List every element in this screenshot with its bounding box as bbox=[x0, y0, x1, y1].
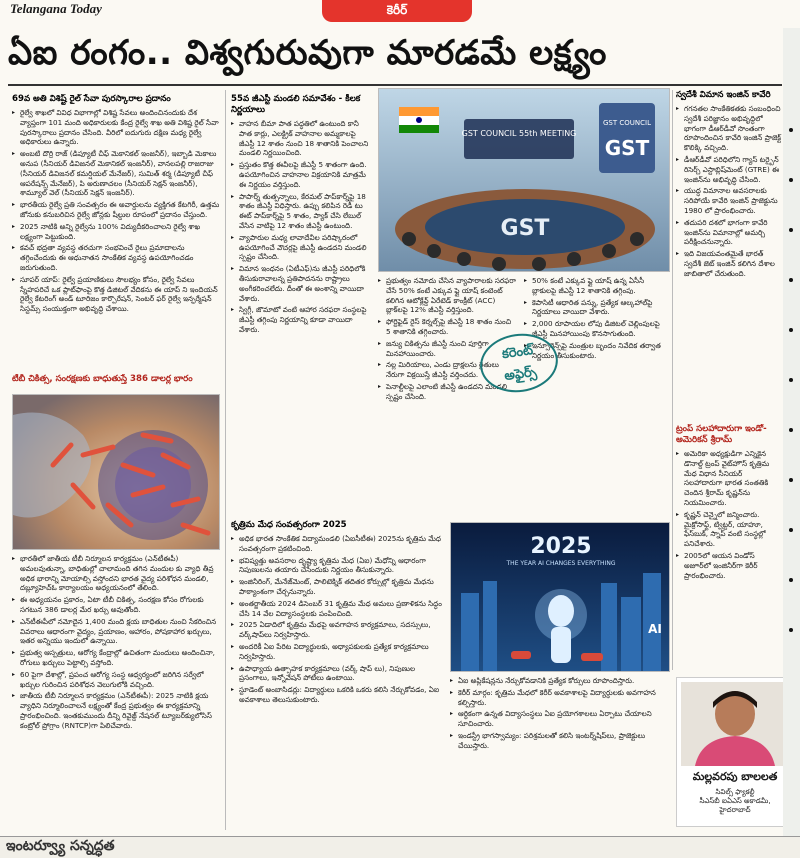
list-item: ▸ భారతీయ రైల్వే ప్రతి సంవత్సరం ఈ అవార్డులను వ్యక్తిగత కేటగిరీ, ఉత్తమ జోనుకు కనుబరిచిన రైల్వే జోన్లకు షీల్డుల రూపంలో ప్రదానం చేస్తుంది. bbox=[12, 200, 220, 220]
list-item: ▸ ఆర్థికంగా ఉన్నత విద్యాసంస్థలు ఏఐ ప్రయోగశాలలు ఏర్పాటు చేయాలని సూచించారు. bbox=[450, 709, 672, 729]
list-item: ▸ ఇండస్ట్రీ భాగస్వామ్యం: పరిశ్రమలతో కలిసి ఇంటర్న్‌షిప్‌లు, ప్రాజెక్టులు చేయిస్తారు. bbox=[450, 731, 672, 751]
list-item: ▸ అధిక భారత సాంకేతిక విద్యామండలి (ఏఐసీటీఈ) 2025ను కృత్రిమ మేధ సంవత్సరంగా ప్రకటించింది. bbox=[231, 534, 445, 554]
gst-banner-label: GST COUNCIL 55th MEETING bbox=[461, 129, 577, 138]
author-role bbox=[677, 788, 793, 815]
list-item: ▸ ఫోర్టిఫైడ్ రైస్ కెర్నల్స్‌పై జీఎస్టీ 18 శాతం నుంచి 5 శాతానికి తగ్గించారు. bbox=[378, 317, 518, 337]
list-item: ▸ గగనతల సాంకేతికతకు సంబంధించి స్వదేశీ పరిజ్ఞానం అభివృద్ధిలో భాగంగా డీఆర్‌డీవో సొంతంగా రూపొందించిన కావేరి ఇంజిన్ ప్రాజెక్ట్ కొలిక్కి వచ్చింది. bbox=[676, 104, 782, 153]
list-item: ▸ భారతీలో జాతీయ టీబీ నిర్మూలన కార్యక్రమం (ఎన్‌టీఈపీ) అమలవుతున్నా, బాధితుల్లో చాలామంది తగిన మందుల కు వ్యాధి తీవ్ర అధిక భారాన్ని మోయాల్సి వస్తోందని భారత వైద్య పరిశోధన మండలి, దబ్ల్యూహెచ్ఓ కార్యాలయం అధ్యయనంలో తేలింది. bbox=[12, 554, 220, 593]
trump-advisor-heading: ట్రంప్ సలహాదారుగా ఇండో-అమెరికన్ శ్రీరామ్ bbox=[676, 424, 767, 445]
author-name: మల్లవరపు బాలలత bbox=[692, 770, 778, 783]
tb-box-header bbox=[12, 374, 220, 390]
tb-heading: టీబీ చికిత్స, సంరక్షణకు బాధుతుస్తే 386 డాలర్ల భారం bbox=[12, 374, 193, 384]
list-item: ▸ 50% కంటే ఎక్కువ ఫ్లై యాష్ ఉన్న ఏసీసీ బ్లాకులపై జీఎస్టీ 12 శాతానికి తగ్గింపు. bbox=[524, 276, 670, 296]
publication-name: Telangana Today bbox=[10, 1, 102, 16]
list-item: ▸ కృష్ణన్ చెన్నైలో జన్మించారు. మైక్రోసాఫ్ట్, ట్విట్టర్, యాహూ, ఫేస్‌బుక్, స్నాప్‌ వంటి సంస్థల్లో పనిచేశారు. bbox=[676, 510, 782, 549]
list-item: ▸ ఉపాధ్యాయ ఉత్సాహక కార్యక్రమాలు (వర్క్ షాప్ లు), నిపుణుల ప్రసంగాలు, ఇన్నోవేషన్ పోటీలు ఉంటాయి. bbox=[231, 664, 445, 684]
ai-cityscape-illustration bbox=[451, 523, 670, 672]
list-item: ▸ అందరికీ ఏఐ పేరిట విద్యార్థులకు, అధ్యాపకులకు ప్రత్యేక కార్యక్రమాలు నిర్వహిస్తారు. bbox=[231, 642, 445, 662]
list-item: ▸ కెపాసిటీ ఆధారిత పన్ను, ప్రత్యేక ఆల్కహాల్‌పై నిర్ణయాలు వాయిదా వేశారు. bbox=[524, 298, 670, 318]
list-item: ▸ ప్రభుత్వ ఆస్పత్రులు, ఆరోగ్య కేంద్రాల్లో ఉచితంగా మందులు అందించినా, రోగులు ఖర్చులు పెట్టాల్సి వస్తోంది. bbox=[12, 648, 220, 668]
list-item: ▸ ఏఐ అప్లికేషన్లను నేర్చుకోవడానికి ప్రత్యేక కోర్సులు రూపొందిస్తారు. bbox=[450, 676, 672, 686]
list-item: ▸ స్టూడెంట్ అంబాసిడర్లు: విద్యార్థులు ఒకరికి ఒకరు కలిసి నేర్చుకోవడం, ఏఐ అవకాశాలు తెలుసుకుంటారు. bbox=[231, 685, 445, 705]
list-item: ▸ ఇది విజయవంతమైతే భారత్ స్వదేశీ జెట్ ఇంజిన్ కలిగిన దేశాల జాబితాలో చేరుతుంది. bbox=[676, 249, 782, 278]
list-item: ▸ పెనాల్టీలపై ఎలాంటి జీఎస్టీ ఉండదని మండలి స్పష్టం చేసింది. bbox=[378, 382, 518, 402]
gst-table-label: GST bbox=[500, 216, 550, 241]
gst-council-image bbox=[378, 88, 670, 272]
gst-continued-right bbox=[524, 276, 670, 512]
gst-article bbox=[231, 94, 373, 514]
ai-tagline-label: THE YEAR AI CHANGES EVERYTHING bbox=[506, 560, 616, 567]
adjacent-page-edge bbox=[783, 28, 800, 836]
author-card bbox=[676, 677, 794, 827]
kaveri-engine-box bbox=[676, 90, 782, 420]
page-headline: ఏఐ రంగం.. విశ్వగురువుగా మారడమే లక్ష్యం bbox=[8, 33, 607, 73]
list-item: ▸ తదుపరి దశలో భాగంగా కావేరి ఇంజిన్‌ను విమానాల్లో అమర్చి పరీక్షించనున్నారు. bbox=[676, 218, 782, 247]
list-item: ▸ అంబటి దొర్రి రాజ్ (డిప్యూటీ చీఫ్ మెకానికల్ ఇంజనీర్), ఇబ్బాడి మెకాలు అనుప (సీనియర్ డివిజనల్ మెకానికల్ ఇంజనీర్), వానలపల్లి రాజరాజు (సీనియర్ డివిజనల్ కమర్షియల్ మేనేజర్), సుమిత్ శర్మ (డిప్యూటీ చీఫ్ ఆపరేషన్స్ మేనేజర్), పి అరుణాచలం (సీనియర్ సెక్షన్ ఇంజనీర్), శామ్యూల్ వెల్ (సీనియర్ సెక్షన్ ఇంజనీర్). bbox=[12, 149, 220, 198]
list-item: ▸ అంతర్జాతీయ 2024 డిసెంబర్ 31 కృత్రిమ మేధ అమలు ప్రణాళికను సిద్ధం చేసి 14 వేల విద్యాసంస్థలకు పంపించింది. bbox=[231, 599, 445, 619]
list-item: ▸ సూపర్ యాప్: రైల్వే ప్రయాణికులు సౌలభ్యం కోసం, రైల్వే సేవలు స్నేహపరిచే ఒక ప్లాట్‌ఫాంపై కొత్త డిజిటల్ వేదికను ఈ యాప్ ని ఇందియన్ రైల్వే కేటరింగ్ అండ్ టూరిజం కార్పొరేషన్, సెంటర్ ఫర్ రైల్వే ఇన్ఫర్మేషన్ సిస్టమ్స్ సంయుక్తంగా అభివృద్ధి చేశాయి. bbox=[12, 275, 220, 314]
list-item: ▸ 2025 ఏడాదిలో కృత్రిమ మేధపై అవగాహన కార్యక్రమాలు, సదస్సులు, వర్క్‌షాప్‌లు నిర్వహిస్తారు. bbox=[231, 620, 445, 640]
gst-logo-label: GST bbox=[604, 136, 650, 160]
list-item: ▸ 60 పైగా దేశాల్లో, ప్రపంచ ఆరోగ్య సంస్థ ఆధ్వర్యంలో జరిగిన సర్వేలో ఖర్చుల గురించిన పరిశోధన వెలుగులోకి వచ్చింది. bbox=[12, 670, 220, 690]
list-item: ▸ వాహన బీమా పాత పద్ధతిలో ఉంటుంది కానీ పాత కార్లు, ఎలక్ట్రిక్ వాహనాల అమ్మకాలపై జీఎస్టీ 12 శాతం నుంచి 18 శాతానికి పెంచాలని మండలి నిర్ణయించింది. bbox=[231, 119, 373, 158]
list-item: ▸ 2025 నాటికి అన్ని రైల్వేను 100% విద్యుదీకరించాలని రైల్వే శాఖ లక్ష్యంగా పెట్టుకుంది. bbox=[12, 222, 220, 242]
list-item: ▸ 2005లో ఆయన విండోస్ అజూర్‌లో ఇంజినీర్‌గా కెరీర్ ప్రారంభించారు. bbox=[676, 551, 782, 580]
list-item: ▸ ప్రభుత్వం నమోదు చేసిన వ్యాపారాలకు సరఫరా చేసే 50% కంటే ఎక్కువ ఫ్లై యాష్ కంటెంట్ కలిగిన ఆటోక్లేవ్డ్ ఏరేటెడ్ కాంక్రీట్ (ACC) బ్లాక్‌లపై 12% జీఎస్టీ వర్తిస్తుంది. bbox=[378, 276, 518, 315]
ai-year-label: 2025 bbox=[530, 534, 592, 559]
bacteria-illustration bbox=[13, 395, 220, 550]
headline-rule bbox=[8, 84, 782, 86]
kaveri-heading: స్వదేశీ విమాన ఇంజిన్ కావేరి bbox=[676, 90, 771, 100]
list-item: ▸ ప్రస్తుతం కొత్త ఈవీలపై జీఎస్టీ 5 శాతంగా ఉంది. ఉపయోగించిన వాహనాల విక్రయానికి మాత్రమే ఈ నిర్ణయం వర్తిస్తుంది. bbox=[231, 160, 373, 189]
author-portrait bbox=[681, 682, 789, 766]
list-item: ▸ కవచ్ భద్రతా వ్యవస్థ తరచుగా సంభవించే రైలు ప్రమాదాలను తగ్గించేందుకు ఈ ఆధునాతన సాంకేతిక వ్యవస్థ ఉపయోగించడం జరుగుతుంది. bbox=[12, 243, 220, 272]
list-item: ▸ స్విగ్గీ, జొమాటో వంటి ఆహార సరఫరా సంస్థలపై జీఎస్టీ తగ్గింపు నిర్ణయాన్ని కూడా వాయిదా వేశారు. bbox=[231, 305, 373, 334]
list-item: ▸ ఇంజినీరింగ్, మేనేజ్‌మెంట్, పాలిటెక్నిక్ తదితర కోర్సుల్లో కృత్రిమ మేధను పాఠ్యాంశంగా చేర్చనున్నారు. bbox=[231, 577, 445, 597]
gst-small-label: GST COUNCIL bbox=[603, 119, 651, 127]
list-item: ▸ భవిష్యత్తు అవసరాల దృష్ట్యా కృత్రిమ మేధ (ఏఐ) మేధోన్ని ఆధారంగా నిపుణులను తయారు చేసేందుకు నిర్ణయం తీసుకున్నారు. bbox=[231, 556, 445, 576]
footer-next-article: ఇంటర్వ్యూ సన్నద్ధత bbox=[6, 838, 115, 854]
top-strip bbox=[0, 0, 800, 24]
trump-advisor-box bbox=[676, 424, 782, 672]
list-item: ▸ జాతీయ టీబీ నిర్మూలన కార్యక్రమం (ఎన్‌టీఈపీ): 2025 నాటికి క్షయ వ్యాధిని నిర్మూలించాలనే లక్ష్యంతో కేంద్ర ప్రభుత్వం ఈ కార్యక్రమాన్ని ప్రారంభించింది. ఇంతకుముందు దీన్ని రివైజ్డ్ నేషనల్ ట్యూబర్‌క్యులోసిస్ కంట్రోల్ ప్రోగ్రాం (RNTCP)గా పిలిచేవారు. bbox=[12, 691, 220, 730]
tb-bacteria-image bbox=[12, 394, 220, 550]
list-item: ▸ డీఆర్‌డీవో పరిధిలోని గ్యాస్ టర్బైన్ రిసెర్చ్ ఎస్టాబ్లిష్‌మెంట్ (GTRE) ఈ ఇంజిన్‌ను అభివృద్ధి చేసింది. bbox=[676, 155, 782, 184]
list-item: ▸ 2,000 రూపాయల లోపు డిజిటల్ చెల్లింపులపై జీఎస్టీ మినహాయింపు కొనసాగుతుంది. bbox=[524, 319, 670, 339]
list-item: ▸ వ్యాపారుల మధ్య లావాదేవీల పరిష్కారంలో ఉపయోగించే వౌచర్లపై జీఎస్టీ ఉండదని మండలి స్పష్టం చేసింది. bbox=[231, 233, 373, 262]
list-item: ▸ నల్ల మిరియాలు, ఎండు ద్రాక్షలను రైతులు నేరుగా విక్రయిస్తే జీఎస్టీ వర్తించదు. bbox=[378, 360, 518, 380]
tb-box bbox=[12, 554, 220, 832]
stamp-line-1: కరెంట్ bbox=[501, 343, 534, 363]
gst-continued bbox=[378, 276, 518, 512]
ai-year-article bbox=[231, 520, 445, 830]
author-photo bbox=[681, 682, 789, 766]
railway-awards-heading: 69వ అతి విశిష్ట్ రైల్ సేవా పురస్కారాల ప్రదానం bbox=[12, 94, 171, 104]
list-item: ▸ కెరీర్ మార్గం: కృత్రిమ మేధలో కెరీర్ అవకాశాలపై విద్యార్థులకు అవగాహన కల్పిస్తారు. bbox=[450, 688, 672, 708]
author-role-line: హైదరాబాద్ bbox=[719, 806, 751, 814]
list-item: ▸ యుద్ధ విమానాల అవసరాలకు సరిపోయే కావేరి ఇంజిన్ ప్రాజెక్టును 1980 లో ప్రారంభించారు. bbox=[676, 186, 782, 215]
author-role-line: సీఎస్‌బీ ఐఏఎస్ అకాడమీ, bbox=[699, 797, 771, 805]
list-item: ▸ ఈ అధ్యయనం ప్రకారం, ఏటా టీబీ చికిత్స, సంరక్షణ కోసం రోగులకు సగటున 386 డాలర్ల మేర ఖర్చు అవుతోంది. bbox=[12, 595, 220, 615]
list-item: ▸ ఇన్సూరెన్స్‌పై మంత్రుల బృందం నివేదిక తర్వాత నిర్ణయం తీసుకుంటారు. bbox=[524, 341, 670, 361]
section-badge: కెరీర్ bbox=[322, 0, 472, 22]
ai-2025-image bbox=[450, 522, 670, 672]
list-item: ▸ జన్యు చికిత్సను జీఎస్టీ నుంచి పూర్తిగా మినహాయించారు. bbox=[378, 339, 518, 359]
author-role-line: సివిల్స్ ఫ్యాకల్టీ bbox=[715, 788, 755, 796]
list-item: ▸ అమెరికా అధ్యక్షుడిగా ఎన్నికైన డొనాల్డ్ ట్రంప్ వైట్‌హౌస్ కృత్రిమ మేధ విధాన సీనియర్ సలహాదారుగా భారత సంతతికి చెందిన శ్రీరామ్ కృష్ణన్‌ను నియమించారు. bbox=[676, 449, 782, 508]
ai-article-continued bbox=[450, 676, 672, 830]
footer-band bbox=[0, 836, 800, 858]
list-item: ▸ రైల్వే శాఖలో వివిధ విభాగాల్లో విశిష్ట సేవలు అందించినందుకు దేశ వ్యాప్తంగా 101 మంది అధికారులకు కేంద్ర రైల్వే శాఖ అతి విశిష్ట రైల్ సేవా పురస్కారాలు ప్రదానం చేసింది. వీరిలో ఐదుగురు దక్షిణ మధ్య రైల్వే అధికారులు ఉన్నారు. bbox=[12, 108, 220, 147]
column-divider bbox=[225, 90, 226, 830]
gst-heading: 55వ జీఎస్టీ మండలి సమావేశం - కీలక నిర్ణయాలు bbox=[231, 94, 361, 115]
list-item: ▸ ఎన్‌టీఈపీలో నమోదైన 1,400 మంది క్షయ బాధితుల నుంచి సేకరించిన వివరాలు ఆధారంగా వైద్యం, ప్రయాణం, ఆహారం, పోషకాహార ఖర్చులు, ఇతర అన్నియు ఇందులో ఉన్నాయి. bbox=[12, 617, 220, 646]
column-divider bbox=[672, 90, 673, 670]
list-item: ▸ విమాన ఇంధనం (ఏటీఎఫ్)ను జీఎస్టీ పరిధిలోకి తీసుకురావాలన్న ప్రతిపాదనను రాష్ట్రాలు అంగీకరించలేదు. దీంతో ఈ అంశాన్ని వాయిదా వేశారు. bbox=[231, 264, 373, 303]
ai-heading: కృత్రిమ మేధ సంవత్సరంగా 2025 bbox=[231, 520, 347, 530]
list-item: ▸ పాపార్న్ తుత్పన్నాలు, కేరమల్ పాప్‌కార్న్‌పై 18 శాతం జీఎస్టీ విధిస్తారు. ఉప్పు కలిపిన రెడీ టు ఈట్ పాప్‌కార్న్‌పై 5 శాతం, ప్యాక్ చేసి లేబుల్ వేసిన వాటిపై 12 శాతం జీఎస్టీ ఉంటుంది. bbox=[231, 192, 373, 231]
railway-awards-box bbox=[12, 94, 220, 384]
gst-meeting-illustration bbox=[379, 89, 670, 272]
stamp-line-2: అఫైర్స్ bbox=[503, 364, 538, 385]
ai-side-label: AI bbox=[648, 622, 662, 636]
